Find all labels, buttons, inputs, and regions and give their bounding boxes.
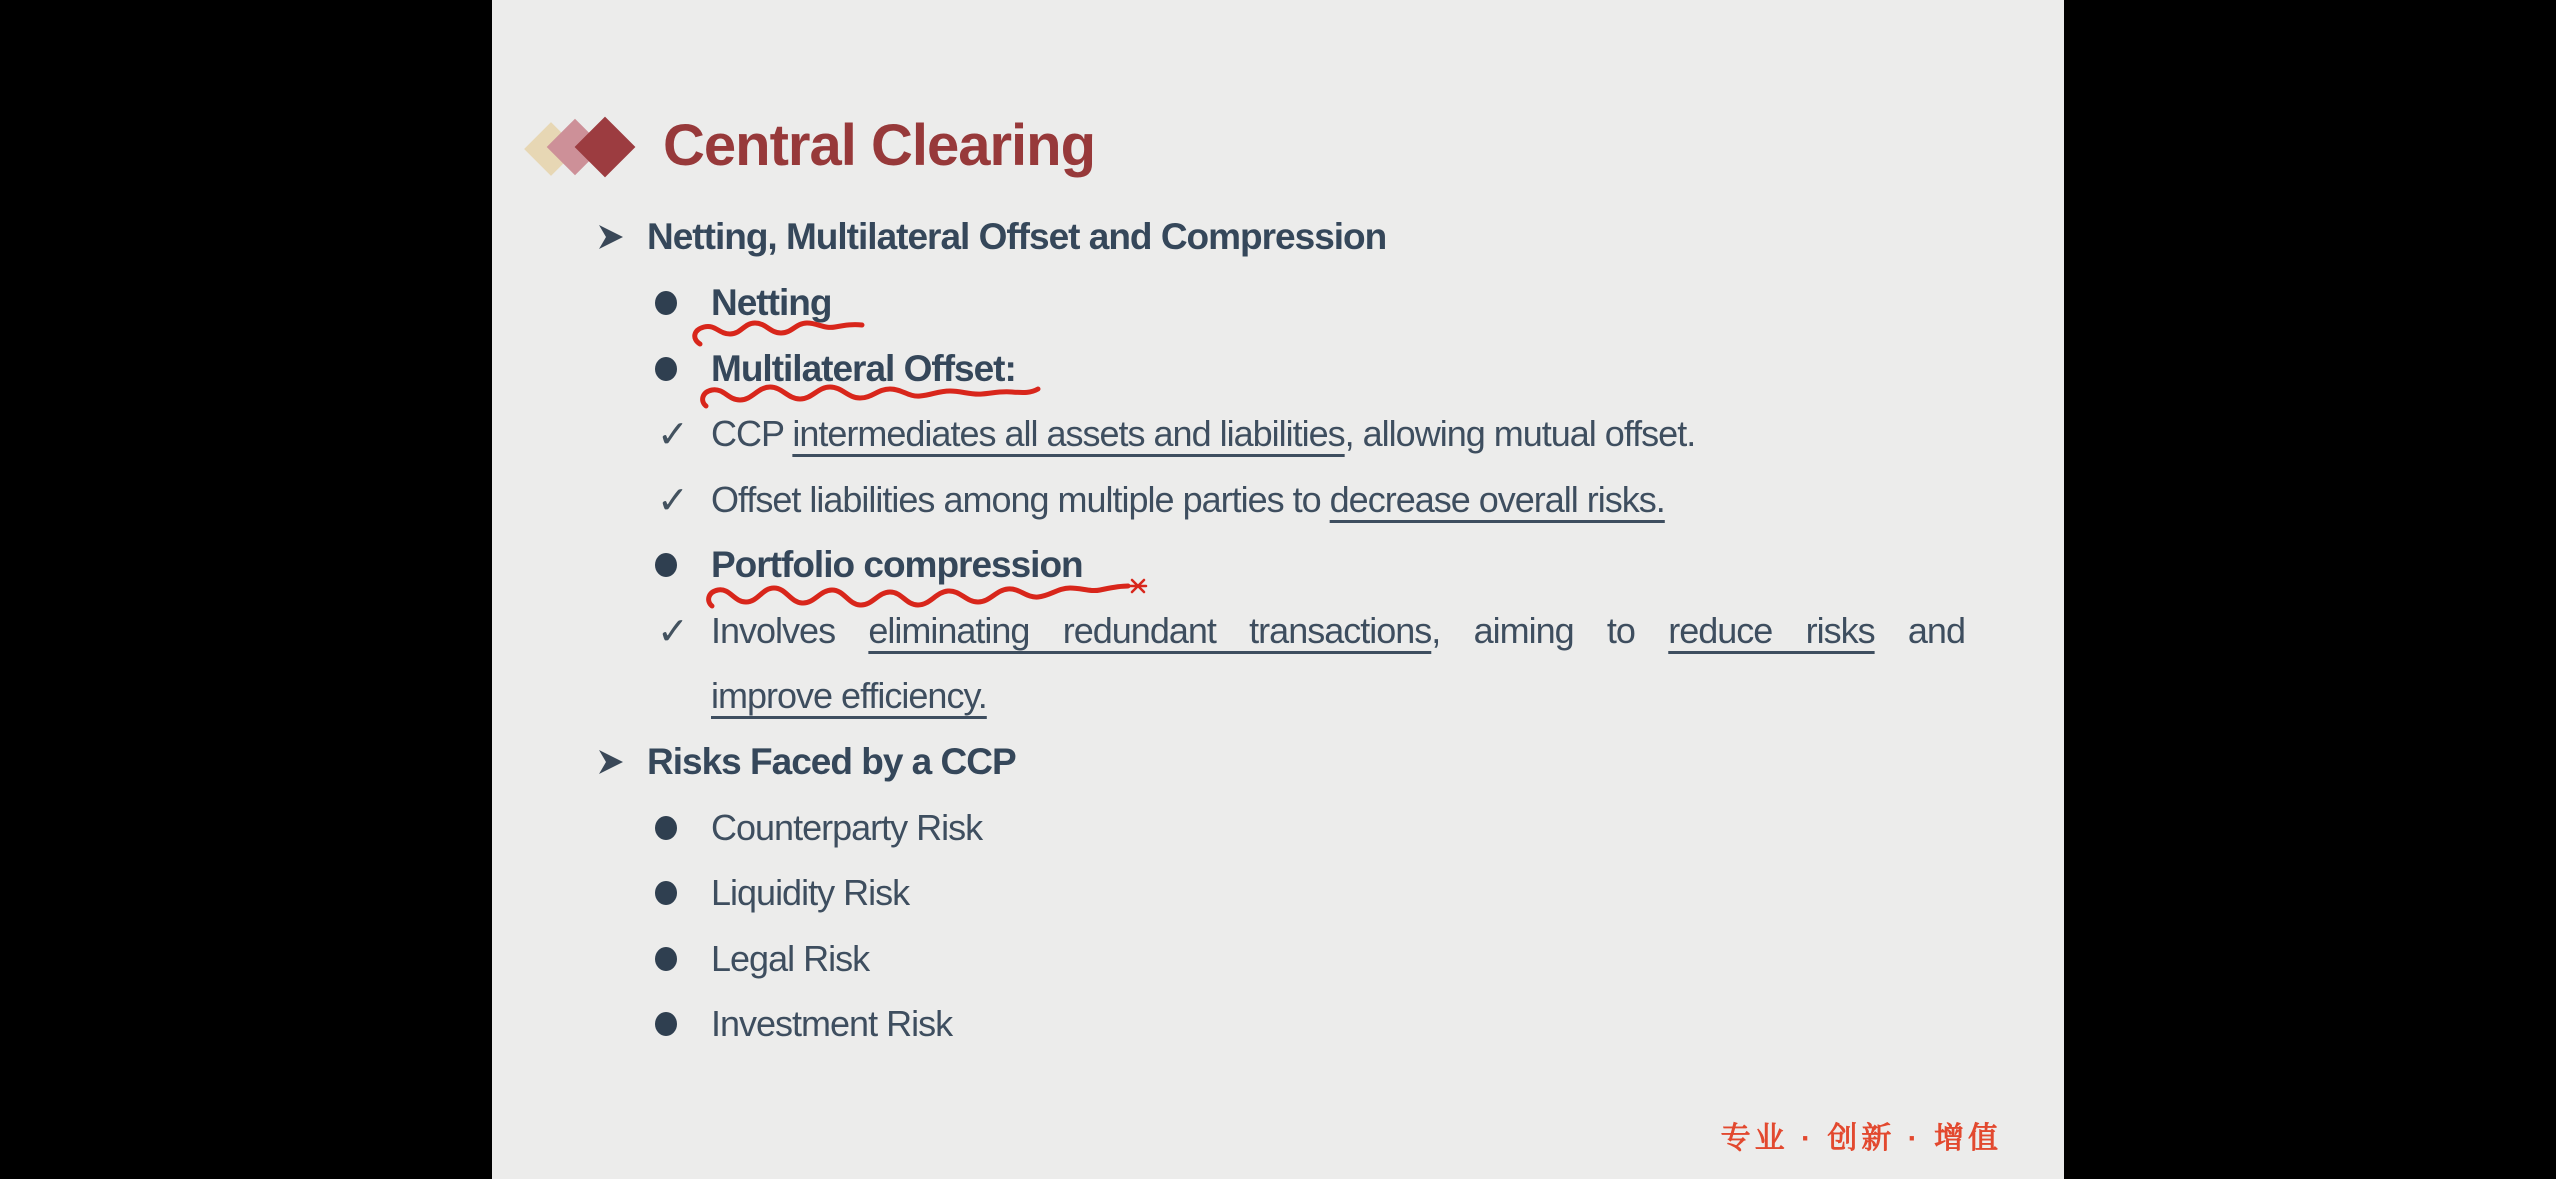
text-segment: , aiming to — [1431, 610, 1669, 651]
bullet-dot-icon — [655, 947, 677, 971]
footer-brand-text: 专业 · 创新 · 增值 — [1720, 1122, 2002, 1155]
text-segment: Offset liabilities among multiple parties to — [711, 479, 1330, 520]
section-header-risks-ccp — [598, 734, 1016, 790]
check-item-text — [711, 479, 1665, 521]
underlined-segment: intermediates all assets and liabilities — [792, 413, 1345, 454]
slide-title: Central Clearing — [663, 112, 1095, 178]
bullet-dot-icon — [655, 1012, 677, 1036]
bullet-dot-icon — [655, 816, 677, 840]
bullet-item-label: Netting — [711, 282, 832, 323]
check-item-involves-continuation — [711, 668, 987, 724]
diamond-front-icon — [575, 117, 636, 178]
arrow-bullet-icon — [598, 748, 624, 776]
text-segment: Involves — [711, 610, 869, 651]
letterbox-right — [2064, 0, 2556, 1179]
bullet-dot-icon — [655, 553, 677, 577]
check-item-offset-liabilities — [657, 472, 1665, 528]
underlined-segment: eliminating redundant transactions — [868, 610, 1432, 651]
section-header-label: Risks Faced by a CCP — [647, 741, 1016, 782]
red-pen-cursor-star-icon — [1130, 580, 1146, 592]
text-segment: , allowing mutual offset. — [1344, 413, 1696, 454]
bullet-item-label: Multilateral Offset: — [711, 348, 1016, 389]
bullet-item-legal-risk — [655, 931, 869, 987]
bullet-item-investment-risk — [655, 996, 952, 1052]
underlined-segment: reduce risks — [1668, 610, 1875, 651]
bullet-dot-icon — [655, 881, 677, 905]
section-header-netting-offset-compression — [598, 209, 1386, 265]
text-segment: and — [1874, 610, 1965, 651]
arrow-bullet-icon — [598, 223, 624, 251]
checkmark-icon: ✓ — [657, 609, 688, 653]
presentation-slide — [492, 0, 2064, 1179]
check-item-ccp-intermediates — [657, 406, 1695, 462]
check-item-text — [711, 610, 1965, 652]
bullet-item-counterparty-risk — [655, 800, 982, 856]
checkmark-icon: ✓ — [657, 478, 688, 522]
bullet-item-liquidity-risk — [655, 865, 909, 921]
underlined-segment: improve efficiency. — [711, 675, 987, 716]
bullet-dot-icon — [655, 291, 677, 315]
risk-item-label: Investment Risk — [711, 1003, 953, 1044]
check-item-involves — [657, 603, 1965, 659]
risk-item-label: Counterparty Risk — [711, 807, 983, 848]
section-header-label: Netting, Multilateral Offset and Compression — [647, 216, 1387, 257]
risk-item-label: Liquidity Risk — [711, 872, 910, 913]
risk-item-label: Legal Risk — [711, 938, 870, 979]
check-item-text — [711, 413, 1695, 455]
checkmark-icon: ✓ — [657, 412, 688, 456]
underlined-segment: decrease overall risks. — [1329, 479, 1665, 520]
bullet-dot-icon — [655, 357, 677, 381]
bullet-item-label: Portfolio compression — [711, 544, 1083, 585]
letterbox-left — [0, 0, 492, 1179]
text-segment: CCP — [711, 413, 793, 454]
